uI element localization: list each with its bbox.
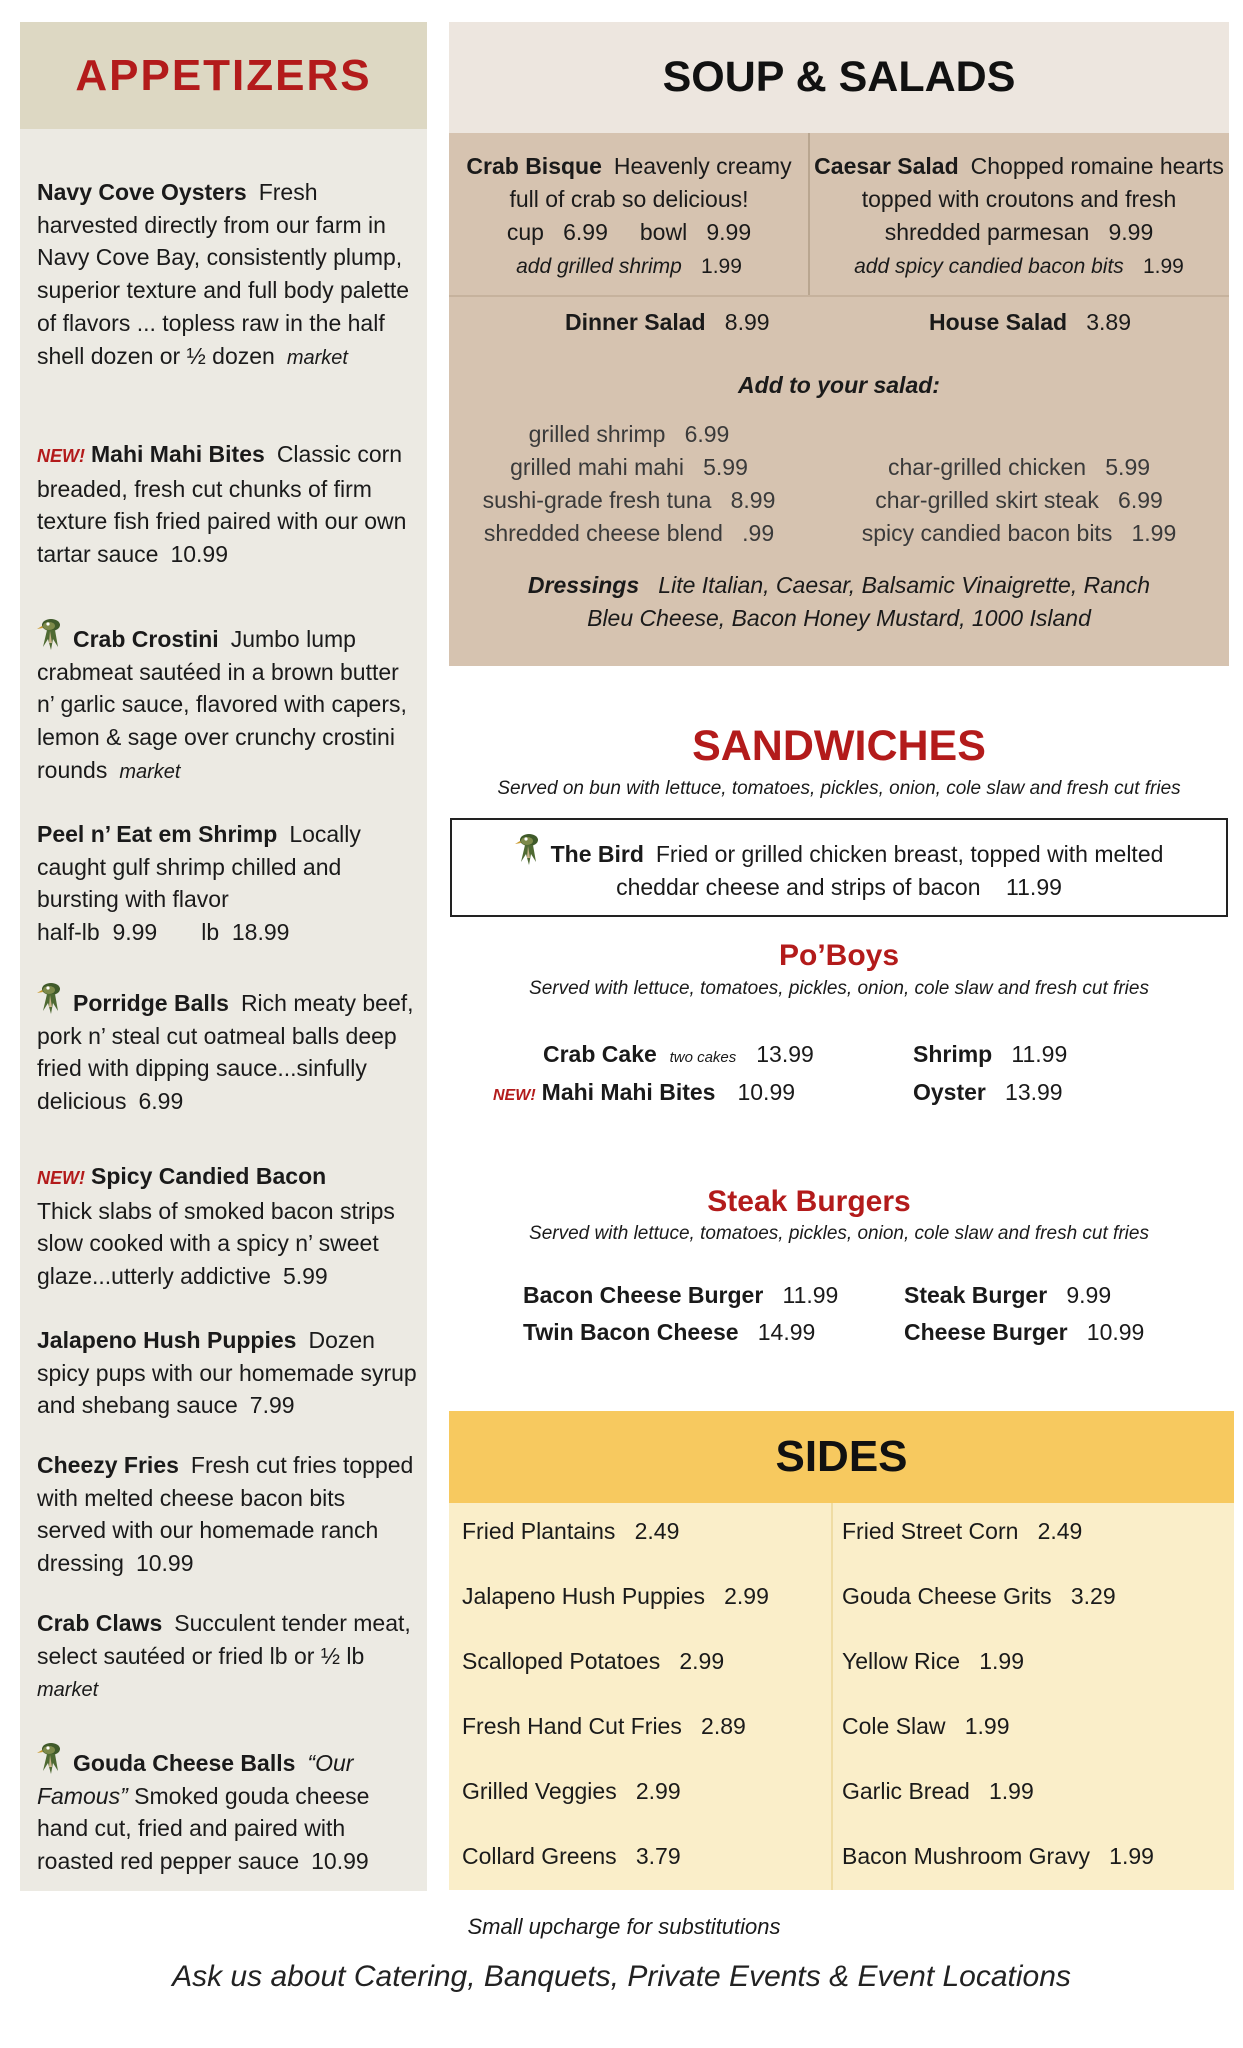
addon-price: 5.99 <box>1105 454 1151 480</box>
addon-row <box>812 517 1226 550</box>
addon-price: 1.99 <box>1131 520 1177 546</box>
side-price: 2.49 <box>634 1518 680 1544</box>
item-desc: Classic corn breaded, fresh cut chunks of firm texture fish fried paired with our own tartar sauce <box>37 441 407 568</box>
appetizer-item <box>37 1160 417 1293</box>
dressings-line: Bleu Cheese, Bacon Honey Mustard, 1000 Island <box>587 605 1091 631</box>
addon-price: 5.99 <box>703 454 748 480</box>
item-price: 11.99 <box>1006 874 1062 900</box>
poboys-title: Po’Boys <box>778 939 900 972</box>
item-desc: Smoked gouda cheese hand cut, fried and paired with roasted red pepper sauce <box>37 1782 370 1875</box>
divider <box>808 133 810 297</box>
item-price: 10.99 <box>1086 1319 1145 1345</box>
appetizer-item <box>37 1607 417 1707</box>
side-name: Grilled Veggies <box>462 1778 617 1804</box>
dinner-salad <box>565 306 770 339</box>
sides-title: SIDES <box>775 1432 908 1481</box>
poboys-note: Served with lettuce, tomatoes, pickles, onion, cole slaw and fresh cut fries <box>529 978 1149 999</box>
item-price: 10.99 <box>135 1550 194 1577</box>
item-name: Spicy Candied Bacon <box>91 1163 327 1189</box>
side-item <box>462 1516 679 1546</box>
item-name: Crab Cake <box>543 1041 657 1067</box>
item-quote: “Our Famous” <box>37 1750 354 1809</box>
item-desc: Locally caught gulf shrimp chilled and bursting with flavor <box>37 821 361 913</box>
side-item <box>462 1711 746 1741</box>
addon-price: .99 <box>742 520 775 546</box>
burger-item <box>904 1317 1144 1347</box>
item-price: 5.99 <box>282 1263 328 1290</box>
side-name: Gouda Cheese Grits <box>842 1583 1052 1609</box>
item-name: Caesar Salad <box>814 153 959 179</box>
item-name: Bacon Cheese Burger <box>523 1282 764 1308</box>
item-name: Crab Bisque <box>466 153 602 179</box>
sandwiches-note: Served on bun with lettuce, tomatoes, pickles, onion, cole slaw and fresh cut fries <box>497 778 1181 799</box>
side-item <box>842 1711 1009 1741</box>
side-price: 2.99 <box>724 1583 769 1609</box>
addon-price: 1.99 <box>1142 255 1184 278</box>
dressings <box>449 569 1229 635</box>
side-name: Bacon Mushroom Gravy <box>842 1843 1090 1869</box>
addon-label: add spicy candied bacon bits <box>854 255 1124 278</box>
item-name: House Salad <box>929 309 1068 335</box>
divider <box>831 1503 833 1890</box>
item-price: 11.99 <box>782 1282 839 1308</box>
addon-row <box>452 484 806 517</box>
addon-name: spicy candied bacon bits <box>861 520 1113 546</box>
item-name: Crab Claws <box>37 1610 163 1636</box>
item-desc: Succulent tender meat, select sautéed or fried lb or ½ lb <box>37 1610 411 1669</box>
addon-name: grilled shrimp <box>528 421 666 447</box>
caesar-salad <box>812 150 1226 283</box>
side-name: Garlic Bread <box>842 1778 970 1804</box>
appetizer-item <box>37 176 417 374</box>
bowl-label: bowl <box>639 219 688 245</box>
item-name: Shrimp <box>913 1041 993 1067</box>
bird-mascot-icon <box>37 617 65 653</box>
item-name: Porridge Balls <box>73 990 229 1016</box>
steak-burgers-note: Served with lettuce, tomatoes, pickles, onion, cole slaw and fresh cut fries <box>529 1223 1149 1244</box>
side-name: Fried Plantains <box>462 1518 616 1544</box>
item-price: 10.99 <box>737 1079 796 1105</box>
side-item <box>462 1646 724 1676</box>
appetizer-item <box>37 1449 417 1580</box>
item-name: Gouda Cheese Balls <box>73 1750 296 1776</box>
item-name: Cheezy Fries <box>37 1452 179 1478</box>
side-price: 3.79 <box>635 1843 681 1869</box>
price-lb: 18.99 <box>231 919 290 946</box>
side-name: Jalapeno Hush Puppies <box>462 1583 705 1609</box>
item-price: 10.99 <box>170 541 229 568</box>
item-price: market <box>119 760 181 783</box>
appetizer-item <box>37 818 417 949</box>
addon-name: shredded cheese blend <box>483 520 723 546</box>
item-price: 7.99 <box>249 1392 295 1419</box>
appetizer-item <box>37 1324 417 1422</box>
item-price: 9.99 <box>1066 1282 1112 1308</box>
appetizer-item <box>37 981 417 1118</box>
side-name: Cole Slaw <box>842 1713 946 1739</box>
bird-mascot-icon <box>515 832 543 868</box>
addon-label: add grilled shrimp <box>516 255 682 278</box>
bird-mascot-icon <box>37 981 65 1017</box>
soup-salads-title: SOUP & SALADS <box>662 53 1016 101</box>
side-item <box>462 1581 769 1611</box>
item-desc: Fresh cut fries topped with melted cheese bacon bits served with our homemade ranch dressing <box>37 1452 414 1577</box>
item-desc: Heavenly creamy full of crab so delicious! <box>509 153 792 212</box>
salad-addons-right <box>812 451 1226 550</box>
appetizer-item <box>37 1741 417 1878</box>
item-desc: Dozen spicy pups with our homemade syrup and shebang sauce <box>37 1327 417 1419</box>
side-name: Collard Greens <box>462 1843 617 1869</box>
side-price: 2.99 <box>679 1648 725 1674</box>
item-name: Oyster <box>913 1079 986 1105</box>
appetizer-item <box>37 438 417 571</box>
new-badge: NEW! <box>493 1087 536 1104</box>
side-name: Scalloped Potatoes <box>462 1648 661 1674</box>
side-item <box>462 1841 681 1871</box>
price-half-label: half-lb <box>37 919 100 946</box>
item-name: Mahi Mahi Bites <box>541 1079 716 1105</box>
addon-row <box>452 451 806 484</box>
substitution-note: Small upcharge for substitutions <box>467 1914 781 1939</box>
side-price: 1.99 <box>964 1713 1010 1739</box>
catering-note: Ask us about Catering, Banquets, Private Events & Event Locations <box>172 1960 1071 1993</box>
item-price: market <box>37 1679 99 1702</box>
side-item <box>842 1841 1154 1871</box>
the-bird <box>452 832 1226 904</box>
dressings-line: Lite Italian, Caesar, Balsamic Vinaigrette, Ranch <box>658 572 1151 598</box>
item-desc: cheddar cheese and strips of bacon <box>616 874 981 900</box>
item-desc: Thick slabs of smoked bacon strips slow cooked with a spicy n’ sweet glaze...utterly addictive <box>37 1197 395 1290</box>
appetizers-title: APPETIZERS <box>75 51 372 100</box>
burger-item <box>904 1280 1111 1310</box>
item-price: 9.99 <box>1108 219 1154 245</box>
side-name: Fried Street Corn <box>842 1518 1019 1544</box>
dressings-label: Dressings <box>527 572 640 598</box>
item-price: 3.89 <box>1086 309 1131 335</box>
addon-row <box>812 484 1226 517</box>
item-name: Dinner Salad <box>565 309 706 335</box>
addon-price: 6.99 <box>684 421 730 447</box>
item-sub: two cakes <box>669 1049 737 1066</box>
item-name: The Bird <box>550 841 644 867</box>
poboy-mahi <box>493 1077 795 1111</box>
item-name: Crab Crostini <box>73 626 219 652</box>
side-price: 1.99 <box>989 1778 1034 1804</box>
item-price: 11.99 <box>1011 1041 1068 1067</box>
divider <box>449 295 1229 297</box>
addon-row <box>452 517 806 550</box>
side-name: Fresh Hand Cut Fries <box>462 1713 682 1739</box>
new-badge: NEW! <box>37 446 85 466</box>
item-price: 14.99 <box>757 1319 816 1345</box>
price-half: 9.99 <box>112 919 158 946</box>
item-name: Navy Cove Oysters <box>37 179 247 205</box>
side-price: 1.99 <box>979 1648 1024 1674</box>
poboy-crab-cake <box>543 1039 814 1073</box>
item-desc: Chopped romaine hearts topped with croutons and fresh shredded parmesan <box>861 153 1224 245</box>
addon-row <box>452 418 806 451</box>
bird-mascot-icon <box>37 1741 65 1777</box>
crab-bisque <box>452 150 806 283</box>
addon-row <box>812 451 1226 484</box>
sides-panel <box>449 1503 1234 1890</box>
appetizer-item <box>37 617 417 789</box>
item-desc: Rich meaty beef, pork n’ steal cut oatmeal balls deep fried with dipping sauce...sinfully delicious <box>37 990 414 1115</box>
item-price: 8.99 <box>724 309 770 335</box>
side-item <box>842 1516 1082 1546</box>
item-desc: Fresh harvested directly from our farm in Navy Cove Bay, consistently plump, superior texture and full body palette of flavors ... topless raw in the half shell dozen or ½ dozen <box>37 179 410 369</box>
addon-name: grilled mahi mahi <box>510 454 684 480</box>
price-lb-label: lb <box>201 919 220 946</box>
new-badge: NEW! <box>37 1168 85 1188</box>
item-price: market <box>286 346 348 369</box>
item-price: 10.99 <box>311 1848 369 1875</box>
side-item <box>842 1581 1116 1611</box>
item-name: Peel n’ Eat em Shrimp <box>37 821 278 847</box>
burger-item <box>523 1317 815 1347</box>
burger-item <box>523 1280 838 1310</box>
cup-price: 6.99 <box>563 219 608 245</box>
addon-name: char-grilled chicken <box>887 454 1087 480</box>
steak-burgers-title: Steak Burgers <box>707 1185 911 1218</box>
item-name: Twin Bacon Cheese <box>523 1319 739 1345</box>
salad-addons-left <box>452 418 806 550</box>
side-price: 2.89 <box>701 1713 746 1739</box>
item-price: 13.99 <box>756 1041 814 1067</box>
side-item <box>842 1776 1034 1806</box>
side-name: Yellow Rice <box>842 1648 961 1674</box>
item-desc: Fried or grilled chicken breast, topped with melted <box>655 841 1164 867</box>
item-desc: Jumbo lump crabmeat sautéed in a brown butter n’ garlic sauce, flavored with capers, lemon & sage over crunchy crostini rounds <box>37 626 407 783</box>
item-price: 13.99 <box>1005 1079 1063 1105</box>
poboy-shrimp <box>913 1039 1067 1069</box>
sandwiches-title: SANDWICHES <box>692 722 986 770</box>
addon-name: sushi-grade fresh tuna <box>482 487 712 513</box>
side-item <box>462 1776 681 1806</box>
side-price: 1.99 <box>1109 1843 1154 1869</box>
item-name: Mahi Mahi Bites <box>91 441 265 467</box>
addon-price: 1.99 <box>701 255 742 278</box>
item-name: Steak Burger <box>904 1282 1048 1308</box>
house-salad <box>929 306 1131 339</box>
cup-label: cup <box>506 219 544 245</box>
addon-price: 8.99 <box>730 487 776 513</box>
side-price: 2.49 <box>1037 1518 1083 1544</box>
addon-name: char-grilled skirt steak <box>875 487 1099 513</box>
side-price: 3.29 <box>1070 1583 1116 1609</box>
item-price: 6.99 <box>138 1088 184 1115</box>
addon-price: 6.99 <box>1118 487 1163 513</box>
poboy-oyster <box>913 1077 1063 1107</box>
add-to-salad-title: Add to your salad: <box>738 372 940 398</box>
side-price: 2.99 <box>635 1778 681 1804</box>
item-name: Cheese Burger <box>904 1319 1068 1345</box>
item-name: Jalapeno Hush Puppies <box>37 1327 297 1353</box>
bowl-price: 9.99 <box>706 219 752 245</box>
side-item <box>842 1646 1024 1676</box>
